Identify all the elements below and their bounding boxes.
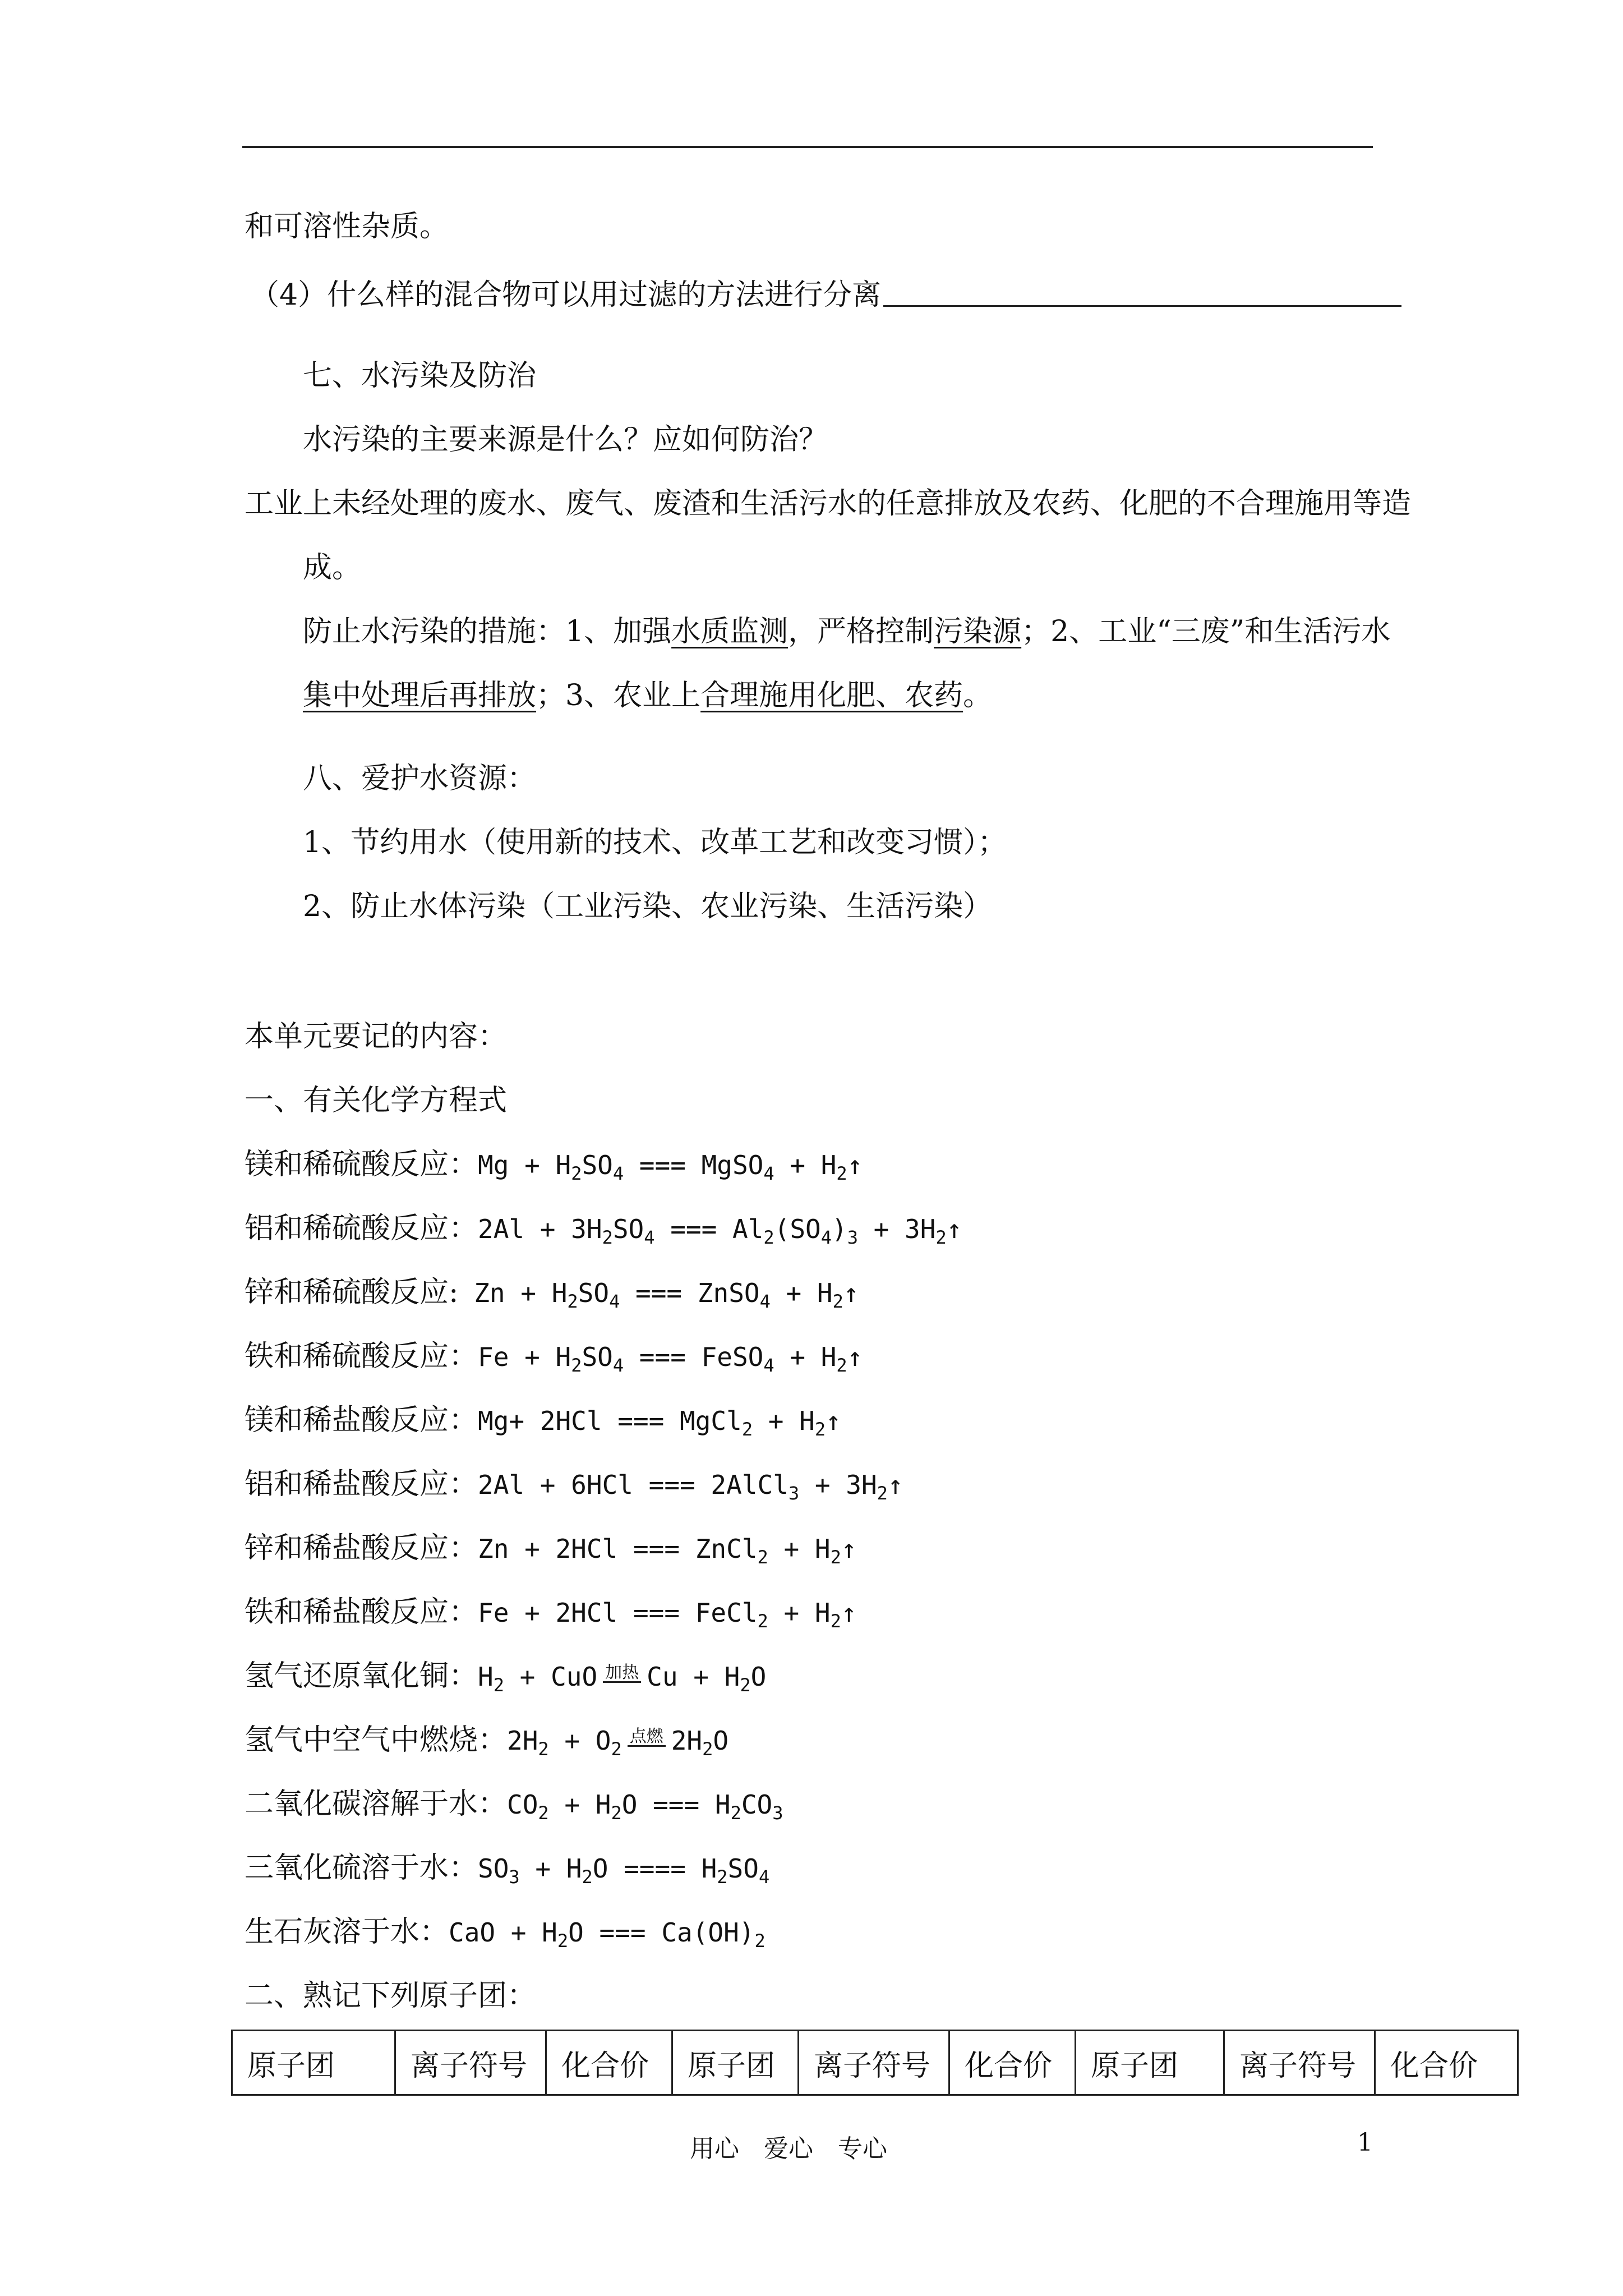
equation-formula: $H_2$ + CuO 加热 $Cu + H_2O$: [478, 1662, 767, 1696]
equation-formula: 2Al + 6HCl === 2AlCl$_3$ + $3H_2↑$: [478, 1470, 903, 1504]
measures-line1: [303, 614, 1390, 650]
equation-row: [245, 1786, 783, 1823]
equation-row: [245, 1466, 903, 1503]
table-header-cell: 离子符号: [395, 2031, 546, 2095]
equation-row: [245, 1402, 841, 1439]
equation-formula: $2Al + 3H_2SO_4$ === $Al_2(SO_4)_3$ + $3H_2↑$: [478, 1214, 962, 1248]
question-4: [250, 277, 1401, 313]
equation-label: 铁和稀硫酸反应：: [245, 1340, 478, 1373]
unit-title: 本单元要记的内容：: [245, 1020, 508, 1053]
equation-row: [245, 1530, 857, 1567]
section-8-title: 八、爱护水资源：: [303, 762, 537, 795]
section-7-answer-line2: 成。: [303, 551, 362, 585]
equation-formula: Mg+ 2HCl === MgCl$_2$ + $H_2↑$: [478, 1406, 841, 1440]
section-8-item-1: 1、节约用水（使用新的技术、改革工艺和改变习惯）；: [303, 826, 1007, 859]
section-7-answer-line1: 工业上未经处理的废水、废气、废渣和生活污水的任意排放及农药、化肥的不合理施用等造: [245, 487, 1412, 521]
equation-formula: $Fe + H_2SO_4$ === FeSO$_4$ + $H_2↑$: [478, 1342, 863, 1376]
atom-group-table: [231, 2030, 1519, 2096]
question-4-text: （4）什么样的混合物可以用过滤的方法进行分离: [250, 278, 882, 312]
measures-text: ；3、农业上: [536, 679, 701, 712]
table-header-cell: 化合价: [546, 2031, 672, 2095]
equation-row: [245, 1147, 863, 1183]
section-7-question: 水污染的主要来源是什么？应如何防治？: [303, 423, 828, 457]
measures-text: 。: [963, 679, 993, 712]
underlined-pollution-source: 污染源: [934, 615, 1022, 648]
equation-formula: $Mg + H_2SO_4$ === MgSO$_4$ + $H_2↑$: [478, 1150, 863, 1184]
footer-slogan: 用心 爱心 专心: [690, 2134, 887, 2163]
equation-label: 氢气中空气中燃烧：: [245, 1723, 508, 1757]
table-header-cell: 原子团: [232, 2031, 395, 2095]
reaction-condition: 点燃: [628, 1728, 666, 1747]
section-8-item-2: 2、防止水体污染（工业污染、农业污染、生活污染）: [303, 890, 993, 923]
atoms-title: 二、熟记下列原子团：: [245, 1979, 537, 2013]
reaction-condition: 加热: [603, 1664, 641, 1683]
measures-line2: [303, 678, 992, 714]
equation-label: 锌和稀硫酸反应:: [245, 1276, 459, 1309]
equation-label: 铁和稀盐酸反应：: [245, 1595, 478, 1629]
equation-label: 镁和稀盐酸反应：: [245, 1404, 478, 1437]
equation-label: 二氧化碳溶解于水：: [245, 1787, 508, 1821]
equation-row: [245, 1338, 863, 1375]
equation-formula: CaO + $H_2O$ === $Ca(OH)_2$: [449, 1917, 766, 1952]
underlined-central-treatment: 集中处理后再排放: [303, 679, 537, 712]
table-header-cell: 离子符号: [1224, 2031, 1375, 2095]
underlined-water-monitoring: 水质监测: [671, 615, 789, 648]
measures-text: ；2、工业“三废”和生活污水: [1021, 615, 1391, 648]
equation-row: [245, 1722, 728, 1759]
table-header-row: [232, 2031, 1518, 2095]
equation-row: [245, 1594, 857, 1631]
equation-row: [245, 1274, 859, 1311]
header-rule: [242, 146, 1373, 148]
measures-text: ，严格控制: [788, 615, 934, 648]
table-header-cell: 原子团: [672, 2031, 799, 2095]
equation-label: 铝和稀盐酸反应：: [245, 1467, 478, 1501]
answer-blank: [883, 283, 1401, 307]
underlined-rational-fertilizer: 合理施用化肥、农药: [700, 679, 963, 712]
equation-label: 生石灰溶于水：: [245, 1915, 449, 1949]
table-header-cell: 原子团: [1076, 2031, 1224, 2095]
equation-row: [245, 1211, 962, 1247]
text-line: 和可溶性杂质。: [245, 210, 449, 243]
equations-title: 一、有关化学方程式: [245, 1084, 508, 1117]
equation-formula: Fe + 2HCl === FeCl$_2$ + $H_2↑$: [478, 1598, 857, 1632]
table-header-cell: 化合价: [1375, 2031, 1518, 2095]
equation-formula: Zn + 2HCl === ZnCl$_2$ + $H_2↑$: [478, 1534, 857, 1568]
equation-label: 铝和稀硫酸反应：: [245, 1212, 478, 1245]
equation-label: 三氧化硫溶于水：: [245, 1851, 478, 1885]
equation-label: 镁和稀硫酸反应：: [245, 1148, 478, 1181]
equation-formula: $SO_3 + H_2O$ ==== $H_2SO_4$: [478, 1853, 770, 1888]
measures-text: 防止水污染的措施：1、加强: [303, 615, 672, 648]
equation-label: 锌和稀盐酸反应：: [245, 1531, 478, 1565]
equation-formula: $Zn + H_2SO_4$ === ZnSO$_4$ + $H_2↑$: [458, 1278, 859, 1312]
table-header-cell: 离子符号: [799, 2031, 949, 2095]
table-header-cell: 化合价: [949, 2031, 1076, 2095]
section-7-title: 七、水污染及防治: [303, 359, 537, 393]
equation-formula: $2H_2 + O_2$点燃 $2H_2O$: [507, 1726, 729, 1760]
page-number: 1: [1357, 2128, 1373, 2157]
equation-row: [245, 1850, 769, 1887]
equation-label: 氢气还原氧化铜：: [245, 1659, 478, 1693]
equation-row: [245, 1658, 766, 1695]
equation-row: [245, 1914, 766, 1950]
equation-formula: $CO_2 + H_2O$ === $H_2CO_3$: [507, 1789, 783, 1824]
